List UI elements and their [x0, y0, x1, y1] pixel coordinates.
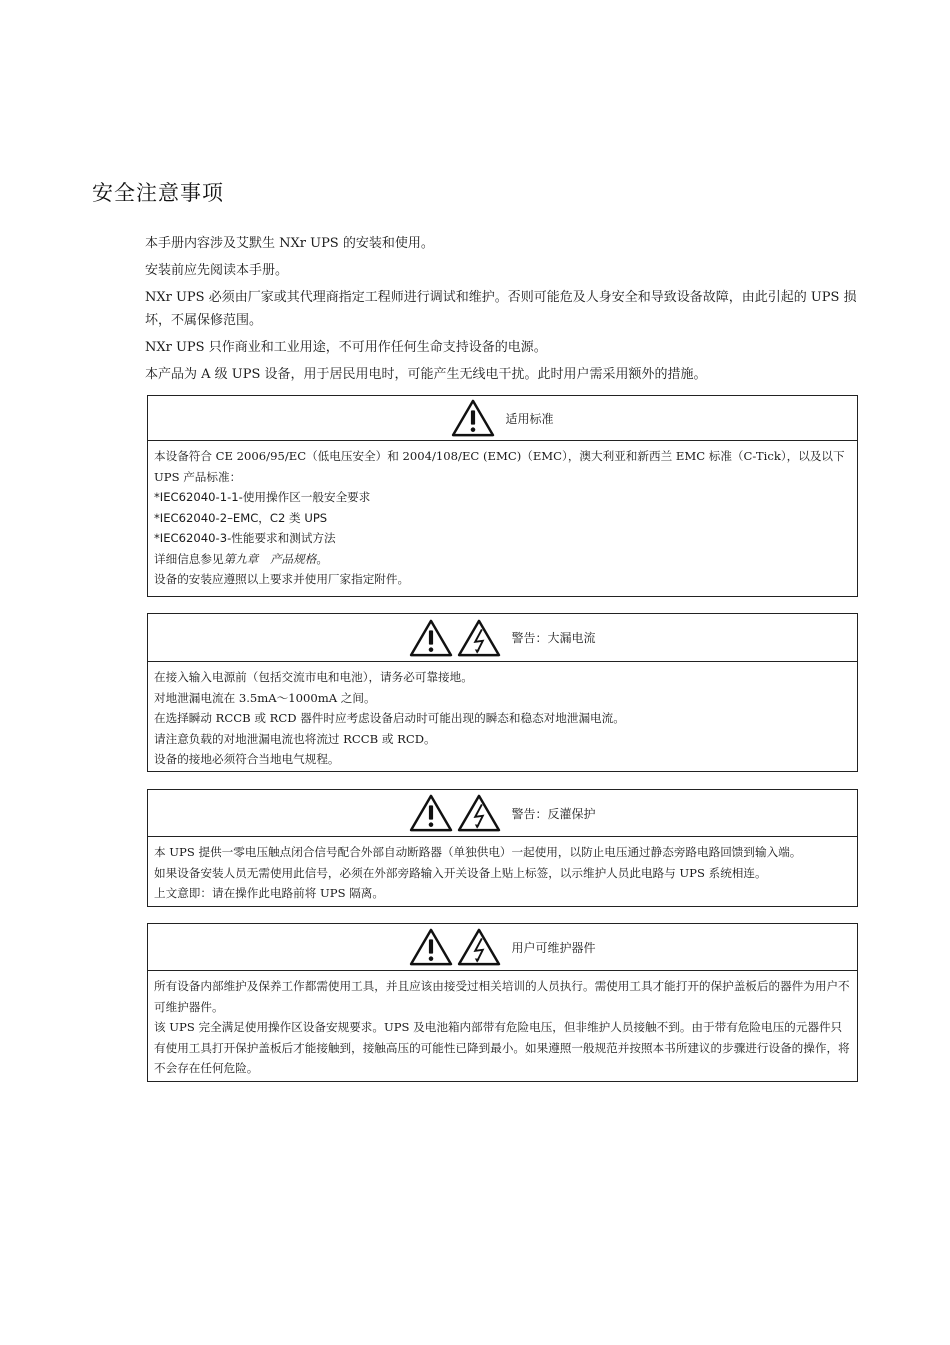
body-line: 本 UPS 提供一零电压触点闭合信号配合外部自动断路器（单独供电）一起使用，以防止电压通过静态旁路电路回馈到输入端。	[154, 845, 802, 859]
backfeed-warning-box	[147, 789, 858, 907]
electric-shock-icon	[457, 619, 501, 657]
box-header	[148, 790, 857, 837]
body-line: 本设备符合 CE 2006/95/EC（低电压安全）和 2004/108/EC (EMC)（EMC），澳大利亚和新西兰 EMC 标准（C-Tick），以及以下 UPS 产品标准：	[154, 449, 845, 484]
intro-paragraph: 本产品为 A 级 UPS 设备，用于居民用电时，可能产生无线电干扰。此时用户需采用额外的措施。	[145, 367, 707, 382]
body-line: 该 UPS 完全满足使用操作区设备安规要求。UPS 及电池箱内部带有危险电压，但非维护人员接触不到。由于带有危险电压的元器件只有使用工具打开保护盖板后才能接触到，接触高压的可能性已降到最小。如果遵照一般规范并按照本书所建议的步骤进行设备的操作，将不会存在任何危险。	[154, 1020, 850, 1075]
body-line: *IEC62040-1-1-使用操作区一般安全要求	[154, 490, 371, 504]
body-line: *IEC62040-3-性能要求和测试方法	[154, 531, 336, 545]
reference-end: 。	[316, 551, 328, 566]
box-body	[148, 662, 857, 774]
intro-paragraph: NXr UPS 必须由厂家或其代理商指定工程师进行调试和维护。否则可能危及人身安全和导致设备故障，由此引起的 UPS 损坏，不属保修范围。	[145, 290, 857, 328]
body-line: 在选择瞬动 RCCB 或 RCD 器件时应考虑设备启动时可能出现的瞬态和稳态对地泄漏电流。	[154, 711, 625, 725]
electric-shock-icon	[457, 794, 501, 832]
body-line: 设备的接地必须符合当地电气规程。	[154, 752, 340, 766]
reference-text: 详细信息参见	[154, 551, 224, 566]
caution-icon	[409, 794, 453, 832]
box-body	[148, 837, 857, 908]
body-line	[154, 549, 852, 570]
caution-icon	[451, 399, 495, 437]
page-title: 安全注意事项	[92, 181, 224, 205]
box-body	[148, 441, 857, 594]
standards-box	[147, 395, 858, 597]
body-line: 所有设备内部维护及保养工作都需使用工具，并且应该由接受过相关培训的人员执行。需使用工具才能打开的保护盖板后的器件为用户不可维护器件。	[154, 979, 850, 1014]
box-title: 警告：大漏电流	[511, 631, 596, 645]
box-body	[148, 971, 857, 1083]
box-title: 用户可维护器件	[511, 940, 596, 955]
box-header	[148, 396, 857, 441]
leakage-warning-box	[147, 613, 858, 772]
intro-paragraphs	[145, 232, 865, 390]
body-line: 上文意即：请在操作此电路前将 UPS 隔离。	[154, 886, 384, 900]
intro-paragraph: 安装前应先阅读本手册。	[145, 263, 289, 278]
body-line: 设备的安装应遵照以上要求并使用厂家指定附件。	[154, 572, 410, 586]
intro-paragraph: NXr UPS 只作商业和工业用途，不可用作任何生命支持设备的电源。	[145, 340, 547, 355]
electric-shock-icon	[457, 928, 501, 966]
user-serviceable-parts-box	[147, 923, 858, 1082]
intro-paragraph: 本手册内容涉及艾默生 NXr UPS 的安装和使用。	[145, 236, 434, 251]
body-line: *IEC62040-2–EMC，C2 类 UPS	[154, 510, 328, 525]
body-line: 如果设备安装人员无需使用此信号，必须在外部旁路输入开关设备上贴上标签，以示维护人员此电路与 UPS 系统相连。	[154, 865, 767, 880]
box-title: 警告：反灌保护	[511, 806, 596, 821]
body-line: 在接入输入电源前（包括交流市电和电池），请务必可靠接地。	[154, 670, 473, 684]
body-line: 请注意负载的对地泄漏电流也将流过 RCCB 或 RCD。	[154, 731, 436, 746]
box-title: 适用标准	[505, 411, 554, 426]
box-header	[148, 614, 857, 662]
caution-icon	[409, 928, 453, 966]
caution-icon	[409, 619, 453, 657]
chapter-reference: 第九章 产品规格	[223, 551, 317, 566]
box-header	[148, 924, 857, 971]
body-line: 对地泄漏电流在 3.5mA～1000mA 之间。	[154, 690, 376, 705]
